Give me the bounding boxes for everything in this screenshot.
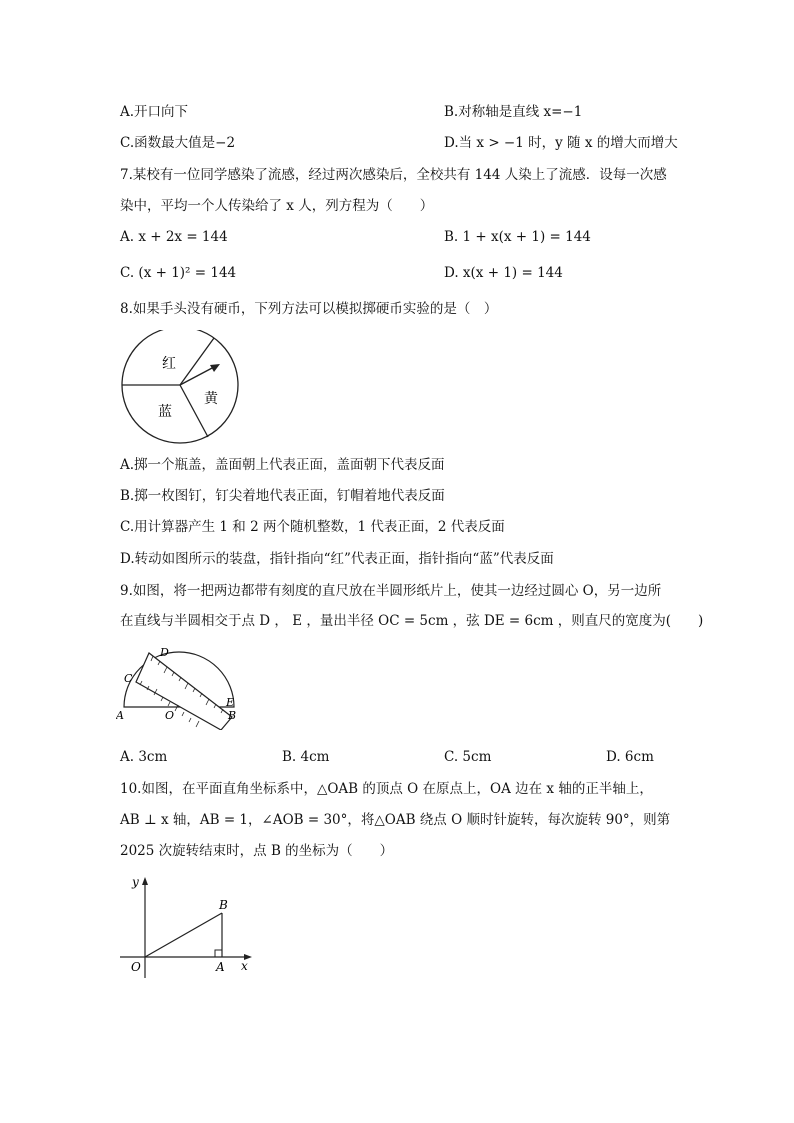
label-b: B <box>219 898 228 912</box>
q9-option-d: D. 6cm <box>606 749 654 765</box>
coordinate-figure <box>112 870 262 986</box>
spinner-label-blue: 蓝 <box>158 404 172 420</box>
spinner-pointer <box>180 367 214 385</box>
label-b: B <box>228 709 237 722</box>
ruler-body <box>136 653 235 730</box>
segment-ob <box>145 913 222 957</box>
label-d: D <box>160 646 169 659</box>
q7-stem-line-1: 7.某校有一位同学感染了流感，经过两次感染后，全校共有 144 人染上了流感．设每一次感 <box>120 167 667 183</box>
label-e: E <box>226 696 235 709</box>
q10-stem-line-2: AB ⊥ x 轴，AB = 1，∠AOB = 30°，将△OAB 绕点 O 顺时针旋转，每次旋转 90°，则第 <box>120 812 671 828</box>
label-a: A <box>116 709 124 722</box>
q9-stem-line-2: 在直线与半圆相交于点 D ， E ，量出半径 OC = 5cm ，弦 DE = 6cm ，则直尺的宽度为( ) <box>120 613 704 629</box>
q6-option-d: D.当 x > −1 时，y 随 x 的增大而增大 <box>444 135 678 151</box>
q6-option-a: A.开口向下 <box>120 104 189 120</box>
q8-option-c: C.用计算器产生 1 和 2 两个随机整数，1 代表正面，2 代表反面 <box>120 519 505 535</box>
q8-option-a: A.掷一个瓶盖，盖面朝上代表正面，盖面朝下代表反面 <box>120 457 445 473</box>
label-o: O <box>131 960 141 974</box>
label-c: C <box>124 672 133 685</box>
q9-option-c: C. 5cm <box>444 749 492 765</box>
q6-option-c: C.函数最大值是−2 <box>120 135 236 151</box>
q6-option-b: B.对称轴是直线 x=−1 <box>444 104 583 120</box>
q10-stem-line-1: 10.如图，在平面直角坐标系中，△OAB 的顶点 O 在原点上，OA 边在 x 轴的正半轴上， <box>120 781 653 797</box>
q8-stem: 8.如果手头没有硬币，下列方法可以模拟掷硬币实验的是（ ） <box>120 301 498 317</box>
label-o: O <box>165 709 175 722</box>
q7-option-b: B. 1 + x(x + 1) = 144 <box>444 229 591 245</box>
label-a: A <box>216 960 225 974</box>
label-y: y <box>132 875 139 889</box>
q8-option-b: B.掷一枚图钉，钉尖着地代表正面，钉帽着地代表反面 <box>120 488 445 504</box>
q7-option-a: A. x + 2x = 144 <box>120 229 228 245</box>
semicircle-ruler-figure <box>116 644 242 730</box>
spinner-label-yellow: 黄 <box>204 391 218 407</box>
q10-stem-line-3: 2025 次旋转结束时，点 B 的坐标为（ ） <box>120 843 394 859</box>
q9-stem-line-1: 9.如图，将一把两边都带有刻度的直尺放在半圆形纸片上，使其一边经过圆心 O，另一边所 <box>120 583 662 599</box>
q7-option-c: C. (x + 1)² = 144 <box>120 265 237 281</box>
spinner-label-red: 红 <box>162 356 176 372</box>
spinner-figure <box>118 330 244 446</box>
right-angle-mark <box>215 950 222 957</box>
label-x: x <box>241 959 248 973</box>
y-axis-arrow <box>142 877 148 885</box>
q9-option-a: A. 3cm <box>120 749 168 765</box>
q7-stem-line-2: 染中，平均一个人传染给了 x 人，列方程为（ ） <box>120 198 434 214</box>
q8-option-d: D.转动如图所示的装盘，指针指向“红”代表正面，指针指向“蓝”代表反面 <box>120 551 554 567</box>
q9-option-b: B. 4cm <box>282 749 330 765</box>
spinner-divider-top <box>180 338 214 385</box>
spinner-circle <box>122 330 238 443</box>
q7-option-d: D. x(x + 1) = 144 <box>444 265 563 281</box>
